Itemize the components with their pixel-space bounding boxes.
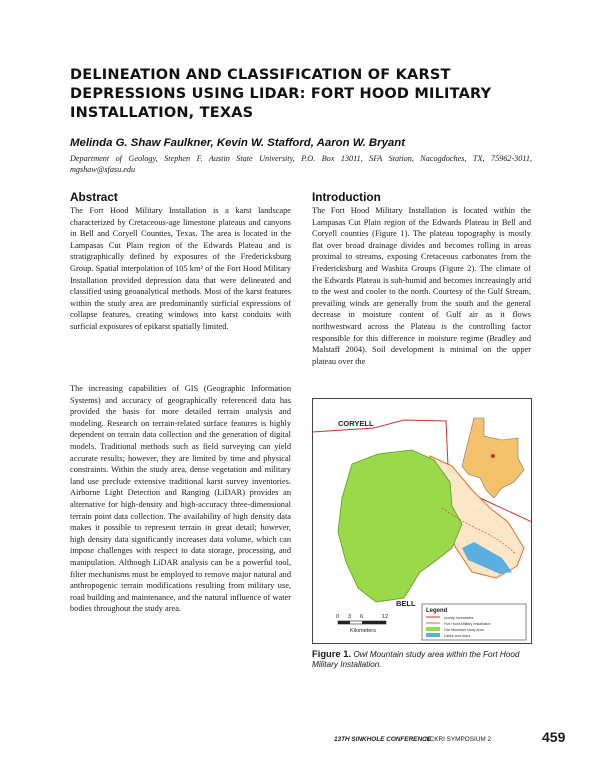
legend-label-county: county boundaries: [444, 616, 474, 620]
introduction-heading: Introduction: [312, 190, 381, 204]
legend-swatch-study-area: [426, 627, 440, 631]
figure-caption-text: Owl Mountain study area within the Fort Hood Military Installation.: [312, 650, 520, 669]
legend-title: Legend: [426, 608, 448, 614]
scale-bar-fill-2: [362, 621, 386, 624]
abstract-heading: Abstract: [70, 190, 118, 204]
scale-tick-6: 6: [360, 614, 364, 620]
abstract-paragraph-2: The increasing capabilities of GIS (Geographic Information Systems) and accuracy of geographically referenced data has provided the basis for more detailed terrain analysis and modeling. Research on terrain-related surface features is highly dependent on terrain data collection and the generation of digital models. Traditional methods such as field surveying can yield accurate results; however, they are limited by time and physical constraints. Within the study area, dense vegetation and military land use preclude extensive traditional karst survey inventories. Airborne Light Detection and Ranging (LiDAR) provides an alternative for high-density and high-accuracy three-dimensional terrain point data collection. The availability of high density data makes it possible to represent terrain in great detail; however, high density data significantly increases data volume, which can impose challenges with respect to data storage, processing, and manipulation. Although LiDAR analysis can be a powerful tool, filter mechanisms must be employed to remove major natural and anthropogenic terrain modifications resulting from military use, road building and maintenance, and the natural influence of water bodies throughout the study area.: [70, 384, 291, 614]
legend-swatch-water: [426, 633, 440, 637]
bell-label: BELL: [396, 599, 416, 608]
page-number: 459: [542, 729, 566, 745]
legend-label-installation: Fort Hood Military Installation: [444, 622, 491, 626]
author-list: Melinda G. Shaw Faulkner, Kevin W. Stafford, Aaron W. Bryant: [70, 137, 406, 149]
legend-label-study-area: Owl Mountain study area: [444, 628, 484, 632]
abstract-paragraph-1: The Fort Hood Military Installation is a karst landscape characterized by Cretaceous-age limestone plateaus and canyons in Bell and Coryell Counties, Texas. The area is located in the Lampasas Cut Plain region of the Edwards Plateau and is stratigraphically defined by exposures of the Fredericksburg Group. Spatial interpolation of 105 km² of the Fort Hood Military Installation provided depression data that were delineated and classified using geoanalytical methods. Most of the karst features within the study area are predominantly surficial expressions of collapse features, creating windows into karst conduits with surficial exposures of epikarst spatially limited.: [70, 206, 291, 331]
legend-label-water: Lakes and rivers: [444, 634, 471, 638]
figure-caption: [312, 649, 540, 670]
footer-conference: 13TH SINKHOLE CONFERENCE: [334, 736, 431, 743]
scale-unit: Kilometers: [350, 628, 376, 634]
paper-title: DELINEATION AND CLASSIFICATION OF KARST DEPRESSIONS USING LIDAR: FORT HOOD MILITARY INSTALLATION, TEXAS: [70, 67, 492, 121]
study-area-map: [312, 398, 532, 644]
footer-symposium: NCKRI SYMPOSIUM 2: [425, 736, 492, 743]
affiliation: Department of Geology, Stephen F. Austin State University, P.O. Box 13011, SFA Station, Nacogdoches, TX, 75962-3011, mgshaw@sfasu.edu: [70, 154, 532, 174]
coryell-label: CORYELL: [338, 419, 374, 428]
scale-tick-3: 3: [348, 614, 352, 620]
scale-bar-fill: [338, 621, 350, 624]
figure-caption-label: Figure 1.: [312, 648, 352, 659]
introduction-paragraph: The Fort Hood Military Installation is located within the Lampasas Cut Plain region of the Edwards Plateau in Bell and Coryell counties (Figure 1). The plateau topography is mostly flat over broad drainage divides and becomes rolling in areas proximal to streams, exposing Cretaceous carbonates from the Fredericksburg and Washita Groups (Figure 2). The climate of the Edwards Plateau is sub-humid and becomes increasingly arid to the west and cooler to the north. Courtesy of the Gulf Stream, prevailing winds are generally from the south and the general decrease in moisture content of Gulf air as it flows northwestward across the Plateau is the controlling factor responsible for this difference in moisture regime (Bradley and Malstaff 2004). Soil development is minimal on the upper plateau over the: [312, 206, 531, 366]
scale-tick-12: 12: [382, 614, 389, 620]
scale-tick-0: 0: [336, 614, 340, 620]
texas-location-dot: [491, 454, 495, 458]
